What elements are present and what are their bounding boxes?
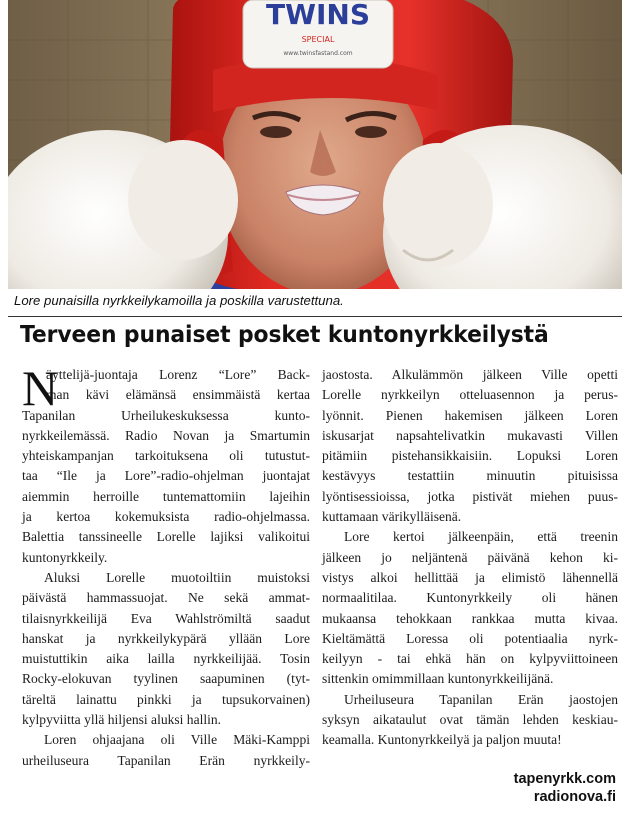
text-line: jälkeen jo neljäntenä päivänä kehon ki- bbox=[322, 549, 618, 565]
text-line: Rocky-elokuvan tyylinen saapuminen (tyt- bbox=[22, 671, 310, 687]
text-line: Lore kertoi jälkeenpäin, että treenin bbox=[344, 529, 618, 545]
article-column-left bbox=[22, 360, 310, 771]
text-line: mukaansa tehokkaan rankkaa mutta kivaa. bbox=[322, 610, 618, 626]
text-line: muistuttikin aika lailla nyrkkeilijää. Tosin bbox=[22, 651, 310, 667]
text-line: normaalitilaa. Kuntonyrkkeily oli hänen bbox=[322, 590, 618, 606]
text-line: Tapanilan Urheilukeskuksessa kunto- bbox=[22, 407, 310, 423]
text-line: ja kertoa kokemuksista radio-ohjelmassa. bbox=[22, 509, 310, 525]
boxing-photo bbox=[8, 0, 622, 289]
text-line: aiemmin herroille tuntemattomiin lajeihin bbox=[22, 488, 310, 504]
text-line: Loren ohjaajana oli Ville Mäki-Kamppi bbox=[44, 732, 310, 748]
text-line: keilyyn - tai ehkä hän on kylpyviittoineen bbox=[322, 651, 618, 667]
divider bbox=[8, 316, 622, 317]
text-line: jaostosta. Alkulämmön jälkeen Ville opetti bbox=[322, 367, 618, 382]
text-line: iskusarjat napsahtelivatkin mukavasti Villen bbox=[322, 427, 618, 443]
helmet-logo-text: TWINS bbox=[265, 0, 371, 31]
text-line: Kieltämättä Loressa oli potentiaalia nyrk- bbox=[322, 630, 618, 646]
text-line: pitämiin pistehansikkaisiin. Lopuksi Loren bbox=[322, 448, 618, 464]
drop-cap: N bbox=[22, 360, 59, 416]
helmet-logo-sub: SPECIAL bbox=[301, 35, 335, 44]
text-line: tilaisnyrkkeilijä Eva Wahlströmiltä saadut bbox=[22, 610, 310, 626]
text-line: yhteiskampanjan tarkoituksena oli tutustut- bbox=[22, 448, 310, 464]
text-line: kuntonyrkkeily. bbox=[22, 549, 108, 565]
text-line: kylpyviitta yllä hiljensi aluksi hallin. bbox=[22, 712, 222, 728]
source-links bbox=[514, 770, 616, 806]
article-column-right bbox=[322, 365, 618, 751]
text-line: kuttamaan värikylläisenä. bbox=[322, 509, 462, 525]
text-line: hanskat ja nyrkkeilykypärä yllään Lore bbox=[22, 630, 310, 646]
text-line: päivästä hammassuojat. Ne sekä ammat- bbox=[22, 590, 310, 606]
link-tapenyrkk[interactable]: tapenyrkk.com bbox=[513, 771, 616, 787]
link-radionova[interactable]: radionova.fi bbox=[533, 789, 616, 805]
text-line: man kävi elämänsä ensimmäistä kertaa bbox=[46, 387, 310, 403]
text-line: täreltä lainattu pinkki ja tupsukorvainen) bbox=[22, 691, 310, 707]
text-line: urheiluseura Tapanilan Erän nyrkkeily- bbox=[22, 752, 310, 768]
text-line: äyttelijä-juontaja Lorenz “Lore” Back- bbox=[46, 367, 310, 382]
text-line: lyönnit. Pienen hakemisen jälkeen Loren bbox=[322, 407, 618, 423]
text-line: sittenkin omimmillaan kuntonyrkkeilijänä. bbox=[322, 671, 554, 687]
text-line: vistys alkoi hellittää ja elimistö lähennellä bbox=[322, 569, 618, 585]
text-line: Balettia tanssineelle Lorelle lajiksi valikoitui bbox=[22, 529, 310, 545]
text-line: kestävyys testattiin minuutin pituisissa bbox=[322, 468, 618, 484]
photo-caption: Lore punaisilla nyrkkeilykamoilla ja poskilla varustettuna. bbox=[14, 293, 344, 308]
text-line: taa “Ile ja Lore”-radio-ohjelman juontajat bbox=[22, 468, 310, 484]
helmet-logo-url: www.twinsfastand.com bbox=[283, 50, 353, 57]
text-line: Aluksi Lorelle muotoiltiin muistoksi bbox=[44, 569, 310, 585]
text-line: Urheiluseura Tapanilan Erän jaostojen bbox=[344, 691, 618, 707]
text-line: syksyn aikataulut ovat tämän lehden keskiau- bbox=[322, 712, 618, 728]
text-line: Lorelle nyrkkeilyn otteluasennon ja perus- bbox=[322, 387, 618, 403]
article-headline: Terveen punaiset posket kuntonyrkkeilystä bbox=[20, 320, 549, 348]
text-line: lyöntisessioissa, jotka pistivät miehen puus- bbox=[322, 488, 618, 504]
text-line: keamalla. Kuntonyrkkeilyä ja paljon muuta! bbox=[322, 732, 562, 748]
text-line: nyrkkeilemässä. Radio Novan ja Smartumin bbox=[22, 427, 310, 443]
